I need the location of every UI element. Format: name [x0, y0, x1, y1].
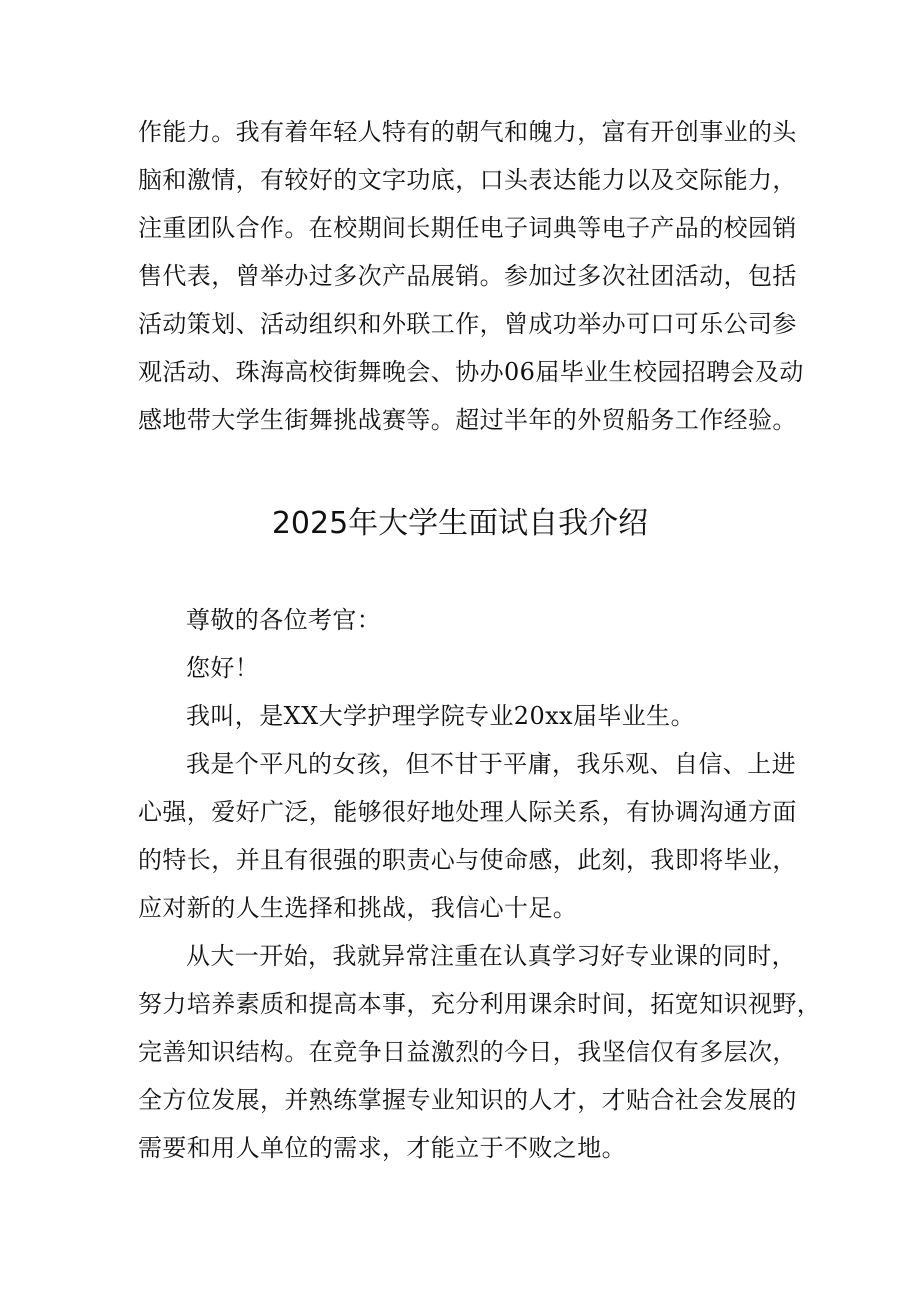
page-title: 2025年大学生面试自我介绍: [271, 506, 649, 541]
paragraph-line: 感地带大学生街舞挑战赛等。超过半年的外贸船务工作经验。: [138, 406, 797, 434]
continued-paragraph: [138, 108, 804, 444]
paragraph-line: 作能力。我有着年轻人特有的朝气和魄力，富有开创事业的头: [138, 118, 797, 146]
paragraph-line: 需要和用人单位的需求，才能立于不败之地。: [138, 1134, 626, 1162]
paragraph-line: 我是个平凡的女孩，但不甘于平庸，我乐观、自信、上进: [186, 750, 796, 778]
salutation: 尊敬的各位考官：: [186, 606, 382, 634]
paragraph-line: 的特长，并且有很强的职责心与使命感，此刻，我即将毕业，: [138, 846, 797, 874]
paragraph-line: 注重团队合作。在校期间长期任电子词典等电子产品的校园销: [138, 214, 797, 242]
paragraph-line: 努力培养素质和提高本事，充分利用课余时间，拓宽知识视野，: [138, 990, 822, 1018]
intro-line: 我叫，是XX大学护理学院专业20xx届毕业生。: [186, 702, 695, 730]
paragraph-line: 全方位发展，并熟练掌握专业知识的人才，才贴合社会发展的: [138, 1086, 797, 1114]
letter-body: [138, 596, 822, 1172]
greeting: 您好！: [186, 654, 260, 682]
paragraph-line: 应对新的人生选择和挑战，我信心十足。: [138, 894, 578, 922]
paragraph-line: 售代表，曾举办过多次产品展销。参加过多次社团活动，包括: [138, 262, 797, 290]
paragraph-line: 活动策划、活动组织和外联工作，曾成功举办可口可乐公司参: [138, 310, 797, 338]
paragraph-line: 心强，爱好广泛，能够很好地处理人际关系，有协调沟通方面: [138, 798, 797, 826]
paragraph-line: 完善知识结构。在竞争日益激烈的今日，我坚信仅有多层次，: [138, 1038, 797, 1066]
paragraph-line: 脑和激情，有较好的文字功底，口头表达能力以及交际能力，: [138, 166, 797, 194]
paragraph-line: 从大一开始，我就异常注重在认真学习好专业课的同时，: [186, 942, 796, 970]
paragraph-line: 观活动、珠海高校街舞晚会、协办06届毕业生校园招聘会及动: [138, 358, 804, 386]
